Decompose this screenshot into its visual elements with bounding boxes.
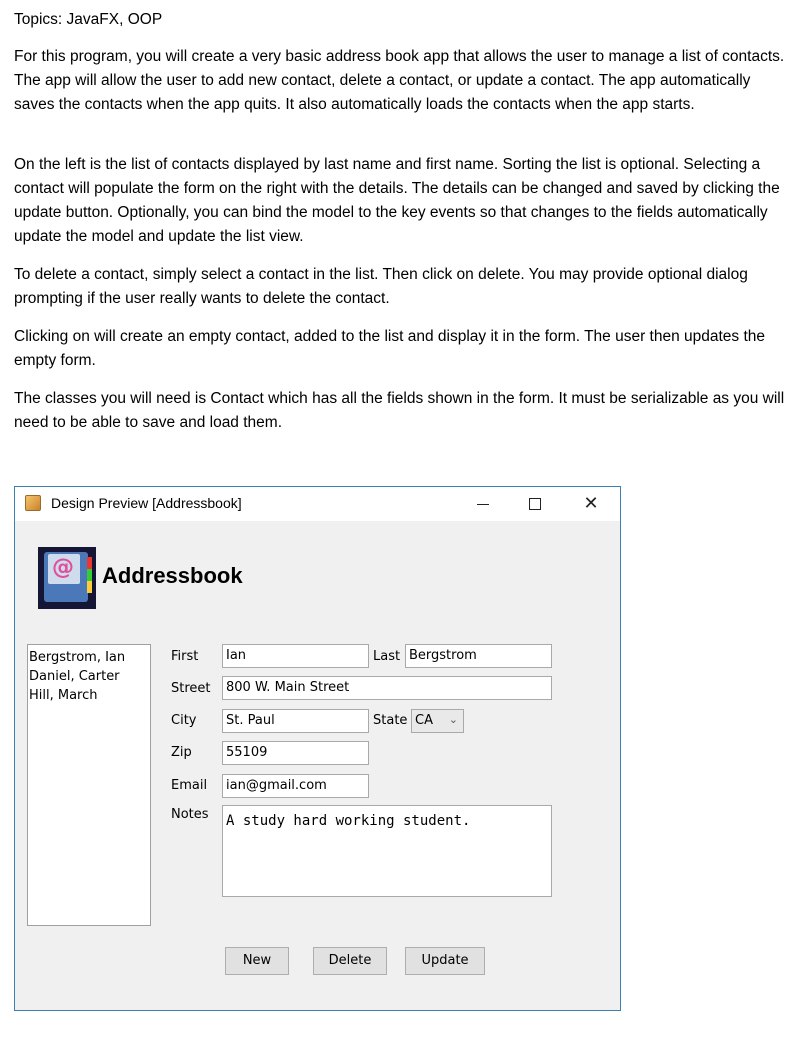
paragraph-intro: For this program, you will create a very basic address book app that allows the user to manage a list of contacts. The app will allow the user to add new contact, delete a contact, or update a contact. The app automatically saves the contacts when the app quits. It also automatically loads the contacts when the app starts. — [14, 48, 785, 113]
contact-list-item[interactable]: Bergstrom, Ian — [29, 650, 126, 665]
email-label: Email — [171, 778, 208, 793]
contact-list[interactable] — [27, 644, 151, 926]
paragraph-delete: To delete a contact, simply select a contact in the list. Then click on delete. You may provide optional dialog prompting if the user really wants to delete the contact. — [14, 266, 748, 307]
window-title: Design Preview [Addressbook] — [51, 495, 242, 511]
paragraph-new: Clicking on will create an empty contact, added to the list and display it in the form. The user then updates the empty form. — [14, 328, 766, 369]
minimize-button[interactable] — [460, 487, 506, 521]
topics-line: Topics: JavaFX, OOP — [14, 11, 163, 28]
paragraph-list-description: On the left is the list of contacts displayed by last name and first name. Sorting the list is optional. Selecting a contact will populate the form on the right with the details. The details can be changed and saved by clicking the update button. Optionally, you can bind the model to the key events so that changes to the fields automatically update the model and update the list view. — [14, 156, 780, 245]
title-bar[interactable] — [15, 487, 620, 521]
state-value: CA — [415, 713, 433, 728]
state-select[interactable] — [411, 709, 464, 733]
close-icon: ✕ — [583, 493, 599, 514]
city-field[interactable]: St. Paul — [222, 709, 369, 733]
minimize-icon — [477, 504, 489, 505]
java-app-icon — [25, 495, 41, 511]
maximize-icon — [529, 498, 541, 510]
street-field[interactable]: 800 W. Main Street — [222, 676, 552, 700]
notes-label: Notes — [171, 807, 209, 822]
state-label: State — [373, 713, 408, 728]
paragraph-classes: The classes you will need is Contact which has all the fields shown in the form. It must be serializable as you will need to be able to save and load them. — [14, 390, 785, 431]
zip-field[interactable]: 55109 — [222, 741, 369, 765]
first-name-field[interactable]: Ian — [222, 644, 369, 668]
city-label: City — [171, 713, 197, 728]
notes-textarea[interactable]: A study hard working student. — [222, 805, 552, 897]
app-heading: Addressbook — [102, 563, 243, 588]
last-name-field[interactable]: Bergstrom — [405, 644, 552, 668]
update-button[interactable]: Update — [405, 947, 485, 975]
last-label: Last — [373, 649, 401, 664]
close-button[interactable] — [568, 487, 614, 521]
chevron-down-icon: ⌄ — [448, 713, 458, 726]
contact-list-item[interactable]: Daniel, Carter — [29, 669, 120, 684]
street-label: Street — [171, 681, 211, 696]
email-field[interactable]: ian@gmail.com — [222, 774, 369, 798]
first-label: First — [171, 649, 199, 664]
new-button[interactable]: New — [225, 947, 289, 975]
addressbook-window — [14, 486, 621, 1011]
maximize-button[interactable] — [512, 487, 558, 521]
addressbook-logo-icon: @ — [38, 547, 96, 609]
contact-list-item[interactable]: Hill, March — [29, 688, 98, 703]
zip-label: Zip — [171, 745, 192, 760]
delete-button[interactable]: Delete — [313, 947, 387, 975]
